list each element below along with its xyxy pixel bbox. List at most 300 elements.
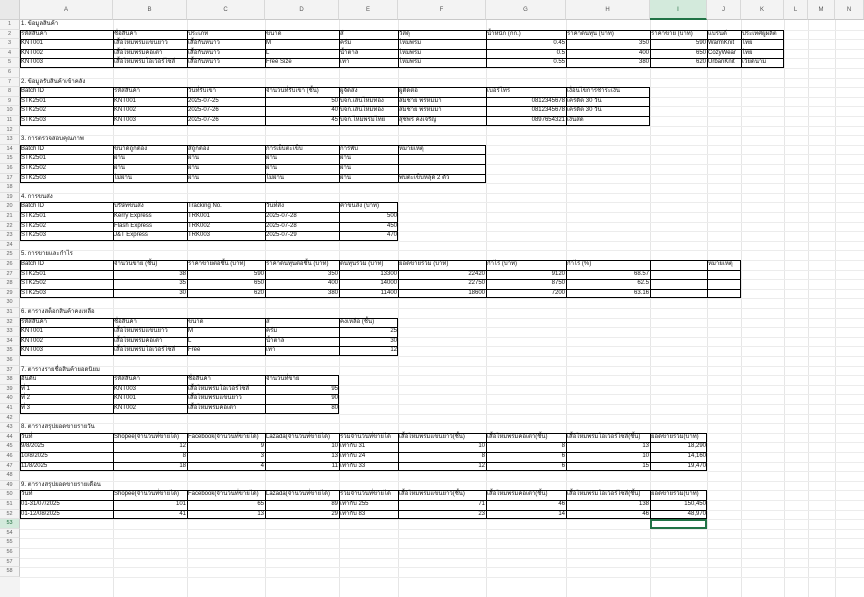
cell-B39[interactable]: KNT003 [114, 385, 137, 392]
cell-E35[interactable]: 12 [390, 347, 397, 354]
cell-C5[interactable]: เสื้อกันหนาว [188, 59, 220, 66]
column-header-E[interactable]: E [339, 0, 398, 20]
cell-H45[interactable]: 13 [642, 443, 649, 450]
cell-H26[interactable]: กำไร (%) [567, 261, 592, 267]
cell-F46[interactable]: 8 [481, 453, 485, 459]
row-header-26[interactable]: 26 [0, 260, 20, 270]
row-header-15[interactable]: 15 [0, 154, 20, 164]
column-header-H[interactable]: H [566, 0, 650, 20]
cell-F10[interactable]: สมชาย พรหมมา [399, 107, 442, 114]
cell-E44[interactable]: รวมจำนวนที่ขายได้ [340, 433, 391, 440]
cell-A49[interactable]: 9. ตารางสรุปยอดขายรายเดือน [21, 481, 101, 488]
cell-B33[interactable]: เสื้อไหมพรมแขนยาว [114, 328, 168, 335]
cell-H4[interactable]: 400 [638, 49, 649, 56]
row-header-38[interactable]: 38 [0, 375, 20, 385]
row-header-51[interactable]: 51 [0, 500, 20, 510]
cell-C28[interactable]: 650 [253, 280, 264, 287]
cell-E23[interactable]: 470 [386, 232, 397, 239]
cell-D28[interactable]: 400 [327, 280, 338, 287]
cell-B34[interactable]: เสื้อไหมพรมคอเต่า [114, 337, 163, 344]
cell-H27[interactable]: 68.57 [633, 270, 649, 277]
cell-B28[interactable]: 35 [179, 280, 186, 287]
cell-G46[interactable]: 6 [561, 453, 565, 459]
cell-F14[interactable]: หมายเหตุ [399, 145, 424, 152]
cell-C44[interactable]: Facebook(จำนวนที่ขายได้) [188, 433, 259, 440]
cell-A44[interactable]: วันที่ [21, 433, 33, 440]
cell-D27[interactable]: 350 [327, 270, 338, 277]
row-header-45[interactable]: 45 [0, 442, 20, 452]
cell-F28[interactable]: 22750 [468, 280, 485, 287]
cell-A25[interactable]: 5. การขายและกำไร [21, 251, 73, 258]
cell-B14[interactable]: ขนาดถูกต้อง [114, 145, 148, 152]
cell-C22[interactable]: TRK002 [188, 222, 211, 229]
cell-D10[interactable]: 40 [331, 107, 338, 114]
row-header-7[interactable]: 7 [0, 78, 20, 88]
cell-E16[interactable]: ผ่าน [340, 165, 351, 171]
cell-B46[interactable]: 8 [182, 453, 186, 459]
cell-F2[interactable]: วัสดุ [399, 30, 410, 37]
cell-D3[interactable]: M [266, 40, 271, 47]
cell-C29[interactable]: 620 [253, 289, 264, 296]
row-header-19[interactable]: 19 [0, 193, 20, 203]
column-header-I[interactable]: I [650, 0, 707, 20]
cell-G10[interactable]: 0812345678 [531, 107, 565, 114]
row-header-10[interactable]: 10 [0, 106, 20, 116]
cell-B15[interactable]: ผ่าน [114, 155, 125, 162]
column-header-D[interactable]: D [265, 0, 339, 20]
cell-F44[interactable]: เสื้อไหมพรมแขนยาว(ชิ้น) [399, 433, 465, 440]
cell-E34[interactable]: 30 [390, 337, 397, 344]
row-header-12[interactable]: 12 [0, 126, 20, 136]
cell-A39[interactable]: ที่ 1 [21, 385, 30, 392]
cell-E14[interactable]: การพับ [340, 145, 358, 152]
cell-H10[interactable]: เครดิต 30 วัน [567, 107, 602, 114]
select-all-corner[interactable] [0, 0, 20, 20]
cell-E28[interactable]: 14000 [380, 280, 397, 287]
cell-D2[interactable]: ขนาด [266, 30, 282, 37]
cell-E3[interactable]: ครีม [340, 40, 352, 47]
cell-E29[interactable]: 11400 [380, 289, 397, 296]
cell-F26[interactable]: ยอดขายรวม (บาท) [399, 261, 449, 267]
column-header-A[interactable]: A [20, 0, 113, 20]
row-header-3[interactable]: 3 [0, 39, 20, 49]
row-header-41[interactable]: 41 [0, 404, 20, 414]
cell-A1[interactable]: 1. ข้อมูลสินค้า [21, 21, 59, 27]
cell-G52[interactable]: 14 [558, 510, 565, 517]
column-header-L[interactable]: L [784, 0, 808, 20]
row-header-5[interactable]: 5 [0, 58, 20, 68]
cell-E5[interactable]: เทา [340, 59, 350, 66]
cell-E9[interactable]: บจก.เส้นไหมทอง [340, 97, 384, 104]
cell-E33[interactable]: 25 [390, 328, 397, 335]
cell-I26[interactable] [650, 260, 707, 269]
row-header-16[interactable]: 16 [0, 164, 20, 174]
cell-E15[interactable]: ผ่าน [340, 155, 351, 162]
cell-I46[interactable]: 14,160 [687, 453, 706, 459]
cell-G5[interactable]: 0.55 [553, 59, 565, 66]
cell-A14[interactable]: Batch ID [21, 145, 45, 152]
cell-F52[interactable]: 23 [478, 510, 485, 517]
cell-G11[interactable]: 0897654321 [531, 117, 565, 123]
row-header-48[interactable]: 48 [0, 471, 20, 481]
cell-H29[interactable]: 63.16 [633, 289, 649, 296]
cell-C35[interactable]: Free [188, 347, 201, 354]
cell-A33[interactable]: KNT001 [21, 328, 44, 335]
cell-A20[interactable]: Batch ID [21, 203, 45, 210]
cell-F8[interactable]: ผู้ติดต่อ [399, 88, 418, 95]
cell-E10[interactable]: บจก.เส้นไหมทอง [340, 107, 384, 114]
cell-B16[interactable]: ผ่าน [114, 165, 125, 171]
cell-I50[interactable]: ยอดขายรวม(บาท) [651, 491, 699, 498]
cell-E52[interactable]: เท่ากับ 83 [340, 510, 366, 517]
column-header-F[interactable]: F [398, 0, 486, 20]
cell-C10[interactable]: 2025-07-26 [188, 107, 219, 114]
cell-G51[interactable]: 46 [558, 501, 565, 507]
cell-D51[interactable]: 89 [331, 501, 338, 507]
cell-B26[interactable]: จำนวนขาย (ชิ้น) [114, 261, 158, 267]
cell-D46[interactable]: 13 [331, 453, 338, 459]
cell-C16[interactable]: ผ่าน [188, 165, 199, 171]
cell-B11[interactable]: KNT003 [114, 117, 137, 123]
cell-B50[interactable]: Shopee(จำนวนที่ขายได้) [114, 491, 179, 498]
cell-C52[interactable]: 13 [257, 510, 264, 517]
cell-B29[interactable]: 30 [179, 289, 186, 296]
cell-A47[interactable]: 11/8/2025 [21, 462, 48, 469]
cell-B40[interactable]: KNT001 [114, 395, 137, 402]
cell-D4[interactable]: L [266, 49, 270, 56]
cell-G45[interactable]: 8 [561, 443, 565, 450]
cell-C45[interactable]: 9 [260, 443, 264, 450]
cell-G28[interactable]: 8750 [551, 280, 565, 287]
cell-C8[interactable]: วันที่รับเข้า [188, 88, 216, 95]
cell-G47[interactable]: 6 [561, 462, 565, 469]
cell-G27[interactable]: 9120 [551, 270, 565, 277]
cell-B8[interactable]: รหัสสินค้า [114, 88, 140, 95]
cell-F50[interactable]: เสื้อไหมพรมแขนยาว(ชิ้น) [399, 491, 465, 498]
cell-F15[interactable] [398, 154, 486, 163]
row-header-28[interactable]: 28 [0, 279, 20, 289]
cell-D34[interactable]: น้ำตาล [266, 337, 285, 344]
row-header-8[interactable]: 8 [0, 87, 20, 97]
cell-J3[interactable]: WarmKnit [708, 40, 735, 47]
cell-A11[interactable]: STK2503 [21, 117, 47, 123]
cell-C3[interactable]: เสื้อกันหนาว [188, 40, 220, 47]
cell-B4[interactable]: เสื้อไหมพรมคอเต่า [114, 49, 163, 56]
cell-A9[interactable]: STK2501 [21, 97, 47, 104]
row-header-23[interactable]: 23 [0, 231, 20, 241]
cell-B10[interactable]: KNT002 [114, 107, 137, 114]
column-header-M[interactable]: M [808, 0, 835, 20]
cell-I27[interactable] [650, 270, 707, 279]
cell-D29[interactable]: 380 [327, 289, 338, 296]
cell-I51[interactable]: 150,450 [684, 501, 706, 507]
cell-F9[interactable]: สมชาย พรหมมา [399, 97, 442, 104]
cell-D26[interactable]: ราคาต้นทุนต่อชิ้น (บาท) [266, 261, 329, 267]
row-header-25[interactable]: 25 [0, 250, 20, 260]
cell-H50[interactable]: เสื้อไหมพรมโอเวอร์ไซส์(ชิ้น) [567, 491, 641, 498]
row-header-17[interactable]: 17 [0, 174, 20, 184]
cell-K4[interactable]: ไทย [742, 49, 753, 56]
cell-G4[interactable]: 0.5 [556, 49, 565, 56]
cell-C9[interactable]: 2025-07-25 [188, 97, 219, 104]
cell-H8[interactable]: เงื่อนไขการชำระเงิน [567, 88, 620, 95]
cell-A15[interactable]: STK2501 [21, 155, 47, 162]
cell-C2[interactable]: ประเภท [188, 30, 209, 37]
cell-A7[interactable]: 2. ข้อมูลรับสินค้าเข้าคลัง [21, 78, 86, 85]
cell-A4[interactable]: KNT002 [21, 49, 44, 56]
cell-F51[interactable]: 71 [478, 501, 485, 507]
cell-A3[interactable]: KNT001 [21, 40, 44, 47]
cell-J26[interactable]: หมายเหตุ [708, 261, 733, 267]
cell-I47[interactable]: 19,470 [687, 462, 706, 469]
cell-E46[interactable]: เท่ากับ 24 [340, 453, 366, 459]
cell-A52[interactable]: 01-12/08/2025 [21, 510, 60, 517]
cell-B3[interactable]: เสื้อไหมพรมแขนยาว [114, 40, 168, 47]
cell-A35[interactable]: KNT003 [21, 347, 44, 354]
cell-A43[interactable]: 8. ตารางสรุปยอดขายรายวัน [21, 424, 95, 431]
cell-C41[interactable]: เสื้อไหมพรมคอเต่า [188, 405, 237, 411]
cell-E4[interactable]: น้ำตาล [340, 49, 359, 56]
cell-B9[interactable]: KNT001 [114, 97, 137, 104]
column-header-N[interactable]: N [835, 0, 864, 20]
cell-E11[interactable]: บจก.ไหมพรมไทย [340, 117, 386, 123]
row-header-27[interactable]: 27 [0, 270, 20, 280]
selected-cell[interactable] [650, 519, 707, 529]
cell-C27[interactable]: 590 [253, 270, 264, 277]
cell-D5[interactable]: Free Size [266, 59, 292, 66]
cell-D41[interactable]: 80 [331, 405, 338, 411]
cell-J28[interactable] [707, 279, 741, 288]
cell-A10[interactable]: STK2502 [21, 107, 47, 114]
cell-H52[interactable]: 46 [642, 510, 649, 517]
cell-E22[interactable]: 450 [386, 222, 397, 229]
cell-A38[interactable]: อันดับ [21, 376, 37, 383]
cell-D16[interactable]: ผ่าน [266, 165, 277, 171]
cell-A29[interactable]: STK2503 [21, 289, 47, 296]
row-header-52[interactable]: 52 [0, 510, 20, 520]
row-header-49[interactable]: 49 [0, 481, 20, 491]
cell-J2[interactable]: แบรนด์ [708, 30, 727, 37]
cell-C51[interactable]: 65 [257, 501, 264, 507]
cell-B52[interactable]: 41 [179, 510, 186, 517]
cell-F11[interactable]: สุชีพร คงเจริญ [399, 117, 437, 123]
cell-E21[interactable]: 500 [386, 213, 397, 219]
cell-F29[interactable]: 18600 [468, 289, 485, 296]
cell-A40[interactable]: ที่ 2 [21, 395, 30, 402]
cell-B2[interactable]: ชื่อสินค้า [114, 30, 137, 37]
cell-I2[interactable]: ราคาขาย (บาท) [651, 30, 693, 37]
row-header-53[interactable]: 53 [0, 519, 20, 529]
cell-B47[interactable]: 18 [179, 462, 186, 469]
row-header-11[interactable]: 11 [0, 116, 20, 126]
row-header-32[interactable]: 32 [0, 318, 20, 328]
cell-K5[interactable]: เวียดนาม [742, 59, 767, 66]
cell-E20[interactable]: ค่าขนส่ง (บาท) [340, 203, 379, 210]
cell-C26[interactable]: ราคาขายต่อชิ้น (บาท) [188, 261, 246, 267]
cell-E2[interactable]: สี [340, 30, 344, 37]
cell-K3[interactable]: ไทย [742, 40, 753, 47]
cell-E27[interactable]: 13300 [380, 270, 397, 277]
cell-A8[interactable]: Batch ID [21, 88, 45, 95]
row-header-4[interactable]: 4 [0, 49, 20, 59]
row-header-1[interactable]: 1 [0, 20, 20, 30]
cell-A23[interactable]: STK2503 [21, 232, 47, 239]
cell-A17[interactable]: STK2503 [21, 174, 47, 181]
cell-H9[interactable]: เครดิต 30 วัน [567, 97, 602, 104]
cell-A32[interactable]: รหัสสินค้า [21, 318, 47, 325]
row-header-6[interactable]: 6 [0, 68, 20, 78]
cell-E32[interactable]: คงเหลือ (ชิ้น) [340, 318, 375, 325]
cell-A16[interactable]: STK2502 [21, 165, 47, 171]
cell-E17[interactable]: ผ่าน [340, 174, 351, 181]
cell-B41[interactable]: KNT002 [114, 405, 137, 411]
cell-D20[interactable]: วันที่ส่ง [266, 203, 285, 210]
cell-A19[interactable]: 4. การขนส่ง [21, 193, 53, 200]
row-header-2[interactable]: 2 [0, 30, 20, 40]
row-header-54[interactable]: 54 [0, 529, 20, 539]
row-header-33[interactable]: 33 [0, 327, 20, 337]
cell-D40[interactable]: 90 [331, 395, 338, 402]
row-header-58[interactable]: 58 [0, 567, 20, 577]
cell-D14[interactable]: การเย็บตะเข็บ [266, 145, 303, 152]
row-header-56[interactable]: 56 [0, 548, 20, 558]
row-header-14[interactable]: 14 [0, 145, 20, 155]
row-header-37[interactable]: 37 [0, 366, 20, 376]
cell-A34[interactable]: KNT002 [21, 337, 44, 344]
cell-D21[interactable]: 2025-07-28 [266, 213, 297, 219]
cell-C34[interactable]: L [188, 337, 192, 344]
cell-C23[interactable]: TRK003 [188, 232, 211, 239]
cell-D44[interactable]: Lazada(จำนวนที่ขายได้) [266, 433, 330, 440]
cell-A13[interactable]: 3. การตรวจสอบคุณภาพ [21, 136, 84, 143]
cell-H51[interactable]: 138 [638, 501, 649, 507]
cell-K2[interactable]: ประเทศผู้ผลิต [742, 30, 777, 37]
cell-J5[interactable]: UrbanKnit [708, 59, 735, 66]
cell-A21[interactable]: STK2501 [21, 213, 47, 219]
cell-F27[interactable]: 22420 [468, 270, 485, 277]
cell-B45[interactable]: 12 [179, 443, 186, 450]
row-header-47[interactable]: 47 [0, 462, 20, 472]
cell-C14[interactable]: สีถูกต้อง [188, 145, 210, 152]
cell-C17[interactable]: ผ่าน [188, 174, 199, 181]
cell-H3[interactable]: 350 [638, 40, 649, 47]
column-header-B[interactable]: B [113, 0, 187, 20]
cell-H44[interactable]: เสื้อไหมพรมโอเวอร์ไซส์(ชิ้น) [567, 433, 641, 440]
cell-I3[interactable]: 590 [695, 40, 706, 47]
cell-F4[interactable]: ไหมพรม [399, 49, 422, 56]
cell-A41[interactable]: ที่ 3 [21, 405, 30, 411]
cell-D39[interactable]: 95 [331, 385, 338, 392]
cell-D50[interactable]: Lazada(จำนวนที่ขายได้) [266, 491, 330, 498]
cell-H28[interactable]: 62.5 [637, 280, 649, 287]
cell-I52[interactable]: 48,970 [687, 510, 706, 517]
cell-F17[interactable]: พบตะเข็บหลุด 2 ตัว [399, 174, 450, 181]
row-header-35[interactable]: 35 [0, 346, 20, 356]
row-header-31[interactable]: 31 [0, 308, 20, 318]
column-header-C[interactable]: C [187, 0, 265, 20]
cell-B38[interactable]: รหัสสินค้า [114, 376, 140, 383]
row-header-21[interactable]: 21 [0, 212, 20, 222]
cell-E45[interactable]: เท่ากับ 31 [340, 443, 366, 450]
cell-A5[interactable]: KNT003 [21, 59, 44, 66]
cell-F45[interactable]: 10 [478, 443, 485, 450]
cell-F5[interactable]: ไหมพรม [399, 59, 422, 66]
row-header-18[interactable]: 18 [0, 183, 20, 193]
cell-G9[interactable]: 0812345678 [531, 97, 565, 104]
row-header-43[interactable]: 43 [0, 423, 20, 433]
cell-C21[interactable]: TRK001 [188, 213, 211, 219]
cell-C11[interactable]: 2025-07-26 [188, 117, 219, 123]
cell-A2[interactable]: รหัสสินค้า [21, 30, 47, 37]
cell-H47[interactable]: 15 [642, 462, 649, 469]
cell-A31[interactable]: 6. ตารางสต็อกสินค้าคงเหลือ [21, 309, 95, 315]
cell-B20[interactable]: บริษัทขนส่ง [114, 203, 144, 210]
row-header-50[interactable]: 50 [0, 490, 20, 500]
cell-C15[interactable]: ผ่าน [188, 155, 199, 162]
cell-D32[interactable]: สี [266, 318, 270, 325]
cell-H2[interactable]: ราคาต้นทุน (บาท) [567, 30, 614, 37]
cell-G3[interactable]: 0.45 [553, 40, 565, 47]
cell-A22[interactable]: STK2502 [21, 222, 47, 229]
cell-E51[interactable]: เท่ากับ 255 [340, 501, 369, 507]
cell-A37[interactable]: 7. ตารางรายชื่อสินค้ายอดนิยม [21, 366, 100, 373]
cell-D35[interactable]: เทา [266, 347, 276, 354]
cell-F3[interactable]: ไหมพรม [399, 40, 422, 47]
row-header-20[interactable]: 20 [0, 202, 20, 212]
cell-B35[interactable]: เสื้อไหมพรมโอเวอร์ไซส์ [114, 347, 176, 354]
cell-C4[interactable]: เสื้อกันหนาว [188, 49, 220, 56]
row-header-29[interactable]: 29 [0, 289, 20, 299]
cell-D11[interactable]: 45 [331, 117, 338, 123]
cell-B32[interactable]: ชื่อสินค้า [114, 318, 137, 325]
cell-D22[interactable]: 2025-07-28 [266, 222, 297, 229]
cell-E26[interactable]: ต้นทุนรวม (บาท) [340, 261, 384, 267]
cell-B5[interactable]: เสื้อไหมพรมโอเวอร์ไซส์ [114, 59, 176, 66]
cell-J27[interactable] [707, 270, 741, 279]
cell-C39[interactable]: เสื้อไหมพรมโอเวอร์ไซส์ [188, 385, 250, 392]
cell-C33[interactable]: M [188, 328, 193, 335]
cell-I45[interactable]: 18,290 [687, 443, 706, 450]
cell-B51[interactable]: 101 [175, 501, 186, 507]
cell-B21[interactable]: Kerry Express [114, 213, 152, 219]
cell-B23[interactable]: J&T Express [114, 232, 148, 239]
cell-B17[interactable]: ไม่ผ่าน [114, 174, 132, 181]
cell-H46[interactable]: 10 [642, 453, 649, 459]
row-header-42[interactable]: 42 [0, 414, 20, 424]
cell-D47[interactable]: 11 [331, 462, 338, 469]
cell-A46[interactable]: 10/8/2025 [21, 453, 48, 459]
cell-C20[interactable]: Tracking No. [188, 203, 222, 210]
row-header-22[interactable]: 22 [0, 222, 20, 232]
cell-C40[interactable]: เสื้อไหมพรมแขนยาว [188, 395, 242, 402]
cell-D38[interactable]: จำนวนที่ขาย [266, 376, 300, 383]
cell-G8[interactable]: เบอร์โทร [487, 88, 511, 95]
row-header-46[interactable]: 46 [0, 452, 20, 462]
cell-A27[interactable]: STK2501 [21, 270, 47, 277]
cell-J29[interactable] [707, 289, 741, 298]
cell-B22[interactable]: Flash Express [114, 222, 153, 229]
cell-G2[interactable]: น้ำหนัก (กก.) [487, 30, 521, 37]
cell-I29[interactable] [650, 289, 707, 298]
column-header-K[interactable]: K [741, 0, 784, 20]
cell-I5[interactable]: 620 [695, 59, 706, 66]
cell-C47[interactable]: 4 [260, 462, 264, 469]
cell-E47[interactable]: เท่ากับ 33 [340, 462, 366, 469]
row-header-44[interactable]: 44 [0, 433, 20, 443]
cell-B44[interactable]: Shopee(จำนวนที่ขายได้) [114, 433, 179, 440]
cell-A26[interactable]: Batch ID [21, 261, 45, 267]
cell-I4[interactable]: 650 [695, 49, 706, 56]
